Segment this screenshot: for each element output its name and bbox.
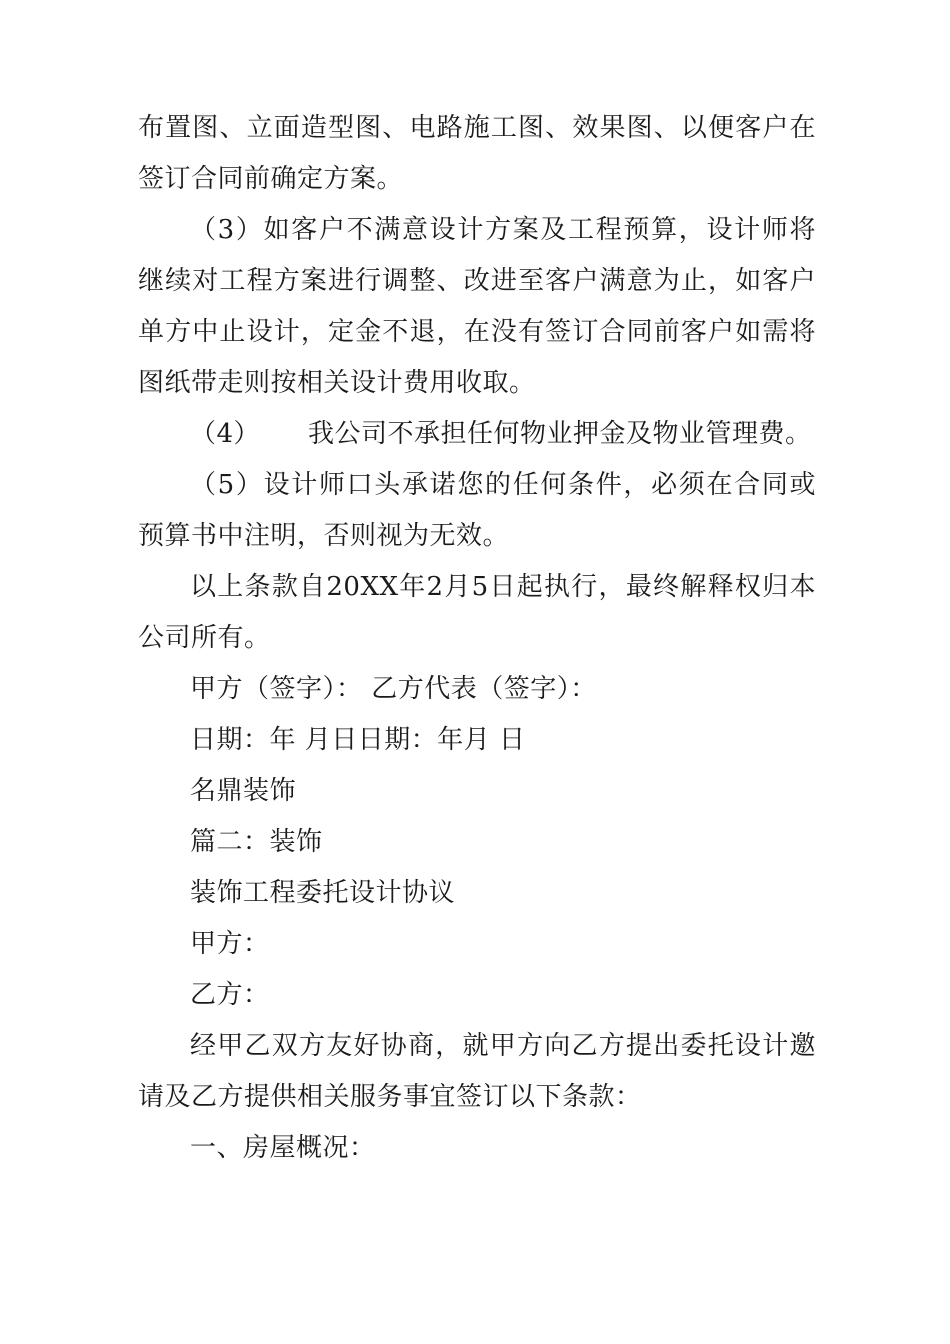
paragraph-item-4 [138,409,816,460]
paragraph-continuation: 布置图、立面造型图、电路施工图、效果图、以便客户在签订合同前确定方案。 [138,113,816,194]
house-overview-heading: 一、房屋概况： [190,1133,376,1163]
item-4-text: 我公司不承担任何物业押金及物业管理费。 [308,419,812,449]
party-b-line: 乙方： [190,980,270,1010]
paragraph-item-5: （5）设计师口头承诺您的任何条件，必须在合同或预算书中注明，否则视为无效。 [138,470,816,551]
company-name: 名鼎装饰 [190,776,297,806]
paragraph-effective-date: 以上条款自20XX年2月5日起执行，最终解释权归本公司所有。 [138,572,816,653]
agreement-title: 装饰工程委托设计协议 [190,878,456,908]
item-4-number: （4） [190,419,261,449]
paragraph-item-3: （3）如客户不满意设计方案及工程预算，设计师将继续对工程方案进行调整、改进至客户满意为止，如客户单方中止设计，定金不退，在没有签订合同前客户如需将图纸带走则按相关设计费用收取。 [138,215,816,398]
document-body [138,103,816,1174]
date-line: 日期：年 月日日期：年月 日 [190,725,526,755]
signature-line: 甲方（签字）： 乙方代表（签字）： [190,674,597,704]
agreement-preamble: 经甲乙双方友好协商，就甲方向乙方提出委托设计邀请及乙方提供相关服务事宜签订以下条款： [138,1031,816,1112]
party-a-line: 甲方： [190,929,270,959]
section-heading: 篇二：装饰 [190,827,323,857]
